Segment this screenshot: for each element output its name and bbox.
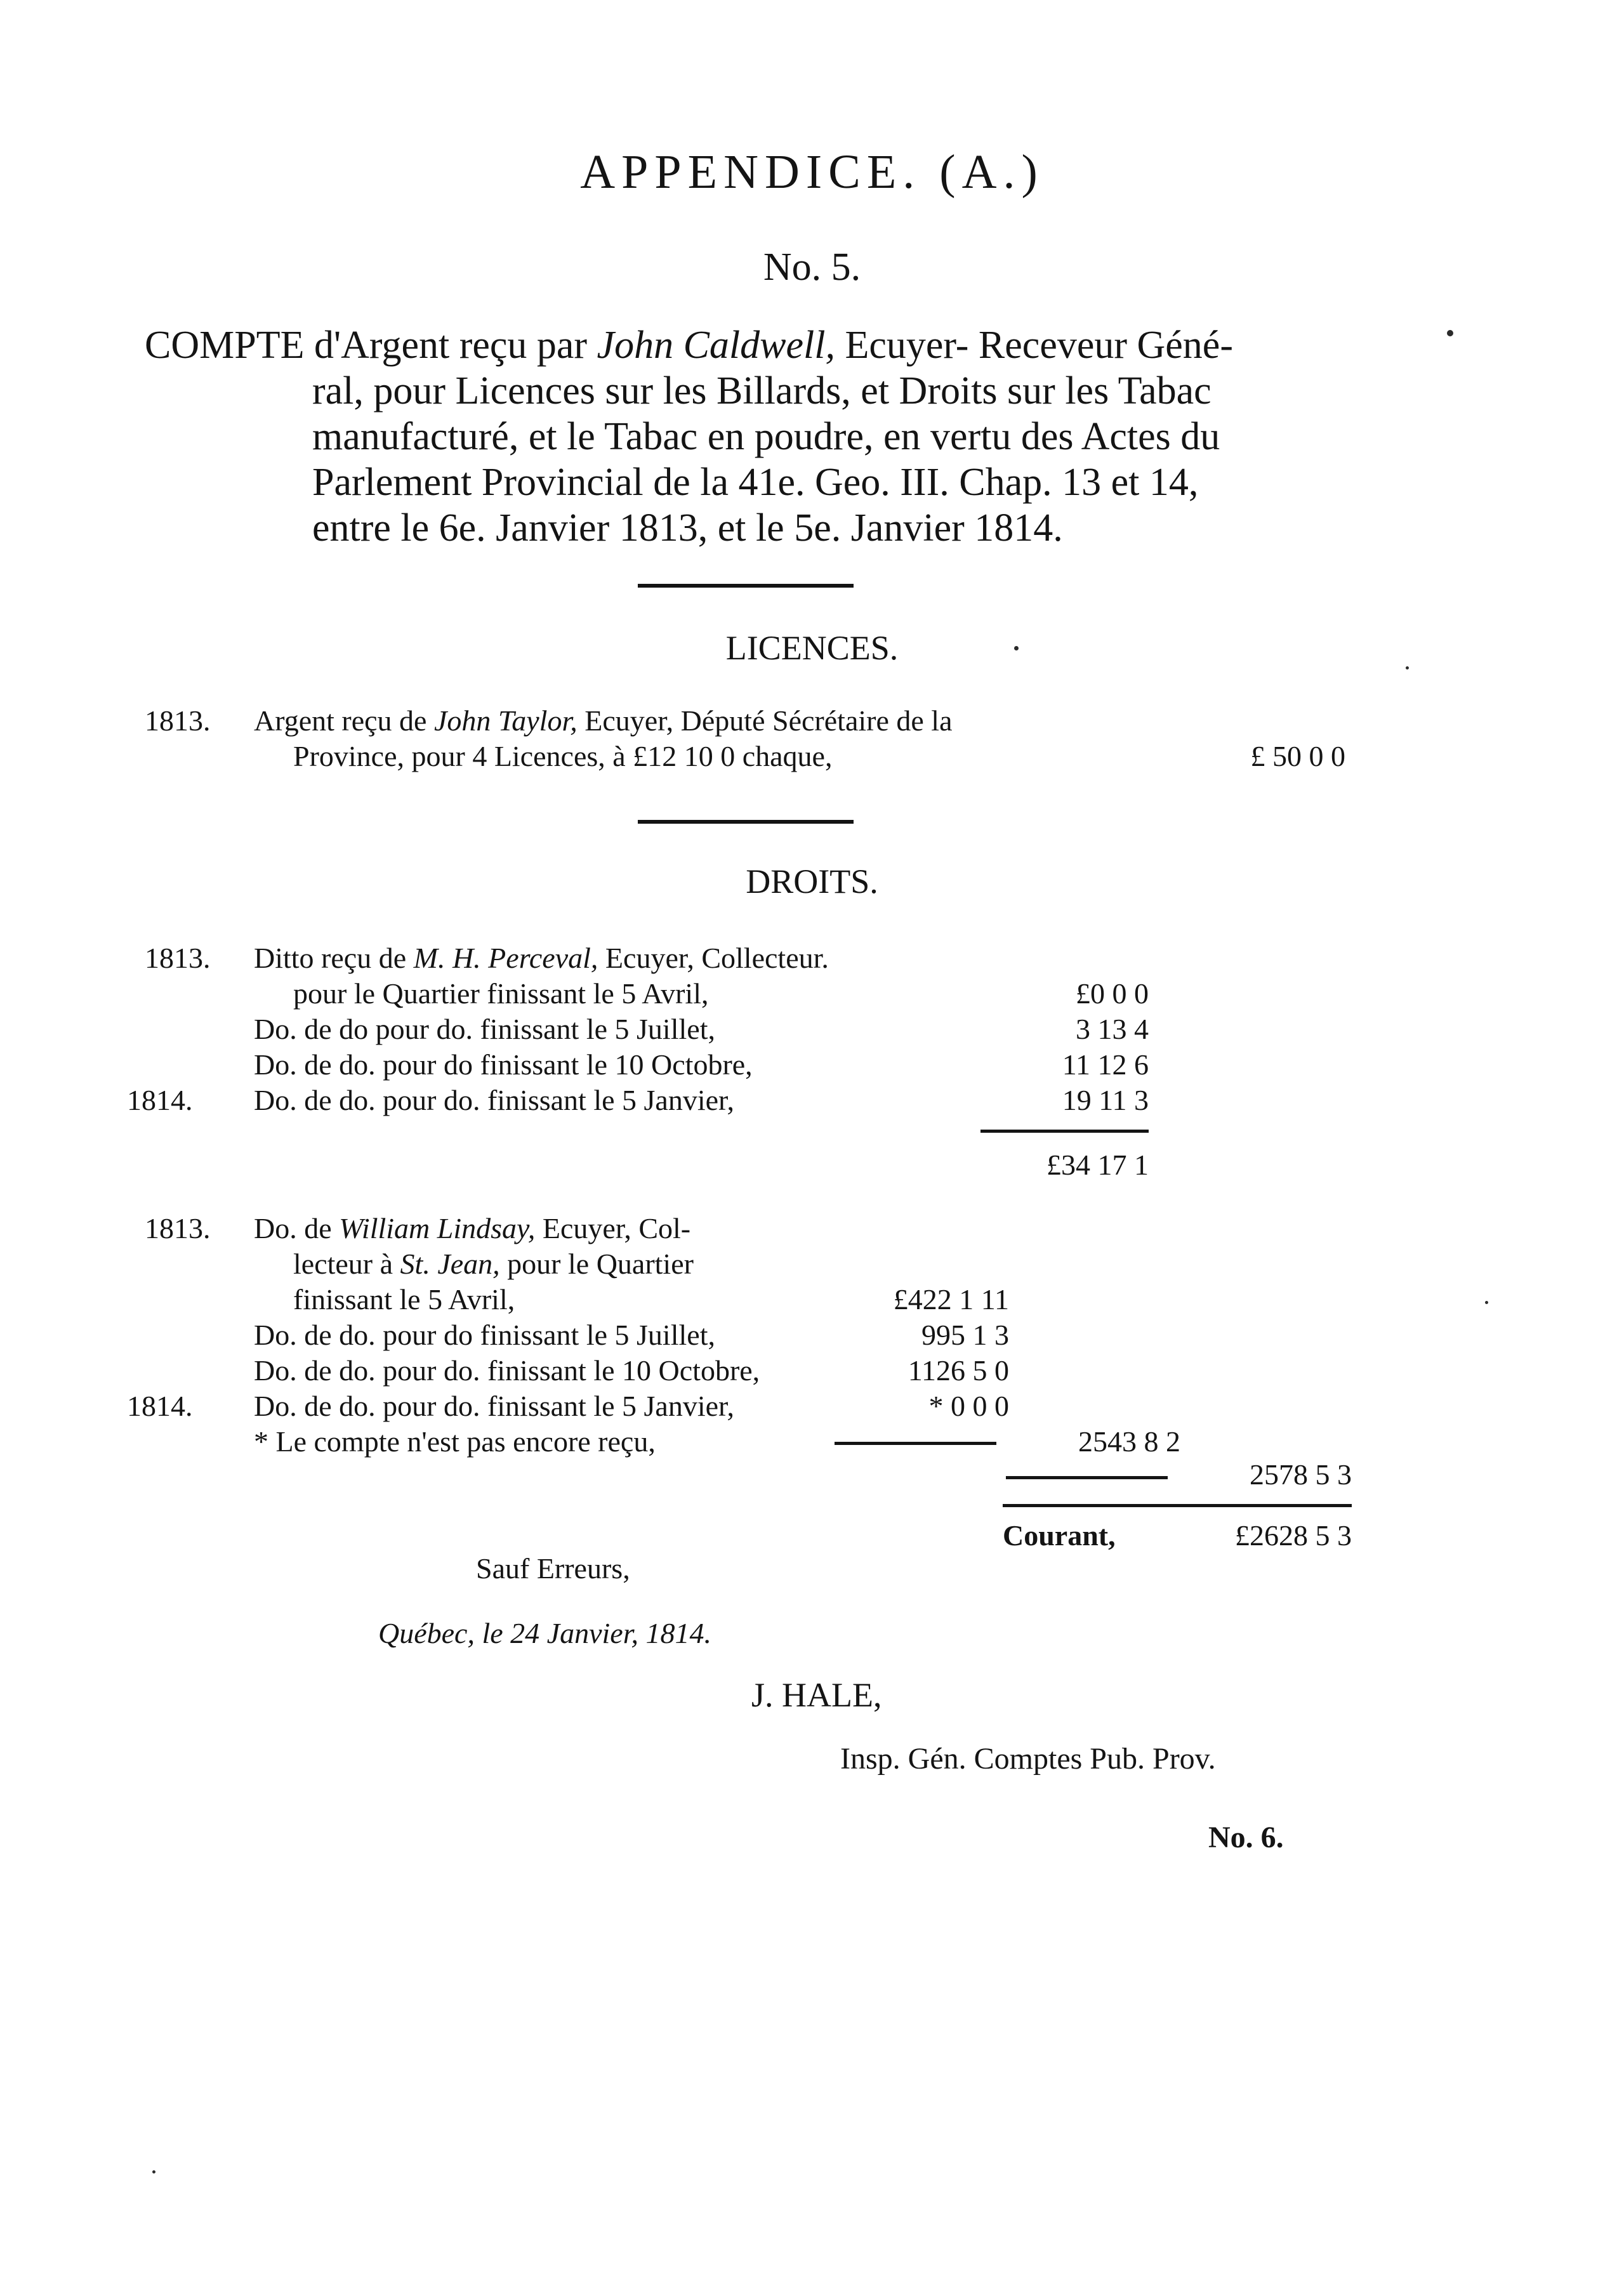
perceval-row-text: Do. de do. pour do. finissant le 5 Janvier, xyxy=(254,1084,735,1116)
sauf-erreurs: Sauf Erreurs, xyxy=(476,1552,630,1585)
lindsay-line-1 xyxy=(254,1211,690,1246)
licences-heading: LICENCES. xyxy=(725,629,899,667)
lindsay-row-text: finissant le 5 Avril, xyxy=(293,1283,515,1316)
lindsay-text-c: lecteur à xyxy=(293,1248,393,1280)
section-divider xyxy=(638,820,854,824)
lindsay-row-amount: * 0 0 0 xyxy=(928,1390,1009,1422)
lindsay-year: 1813. xyxy=(145,1212,211,1244)
lindsay-row-year: 1814. xyxy=(127,1390,193,1422)
courant-label: Courant, xyxy=(1003,1519,1116,1552)
compte-person: John Caldwell, xyxy=(597,324,835,367)
perceval-row-amount: £0 0 0 xyxy=(1076,977,1149,1010)
droits-heading: DROITS. xyxy=(746,862,878,900)
leader-rule xyxy=(835,1442,996,1445)
licences-text-b: Ecuyer, Député Sécrétaire de la xyxy=(584,704,953,737)
perceval-text-a: Ditto reçu de xyxy=(254,942,407,974)
lindsay-row-text: Do. de do. pour do. finissant le 5 Janvier, xyxy=(254,1390,735,1422)
lindsay-name: William Lindsay, xyxy=(339,1212,536,1244)
perceval-row-amount: 11 12 6 xyxy=(1062,1048,1149,1081)
courant-amount: £2628 5 3 xyxy=(1235,1519,1352,1552)
compte-line-5: entre le 6e. Janvier 1813, et le 5e. Janvier 1814. xyxy=(312,506,1063,550)
licences-name: John Taylor, xyxy=(433,704,578,737)
perceval-line-1 xyxy=(254,940,829,976)
compte-line-1 xyxy=(145,322,1233,368)
perceval-text-b: Ecuyer, Collecteur. xyxy=(605,942,829,974)
section-divider xyxy=(638,584,854,588)
compte-line1-rest: Ecuyer- Receveur Géné- xyxy=(845,324,1233,367)
paper-speck xyxy=(1014,646,1019,650)
licences-year: 1813. xyxy=(145,704,211,737)
perceval-row-text: Do. de do pour do. finissant le 5 Juillet, xyxy=(254,1013,715,1045)
compte-lead: COMPTE d'Argent reçu par xyxy=(145,324,588,367)
paper-speck xyxy=(1406,666,1409,669)
perceval-row-text: Do. de do. pour do finissant le 10 Octobre, xyxy=(254,1048,753,1081)
total-rule xyxy=(980,1130,1149,1133)
licences-line-2: Province, pour 4 Licences, à £12 10 0 chaque, xyxy=(293,740,833,772)
perceval-year: 1813. xyxy=(145,942,211,974)
compte-line-2: ral, pour Licences sur les Billards, et Droits sur les Tabac xyxy=(312,369,1211,412)
lindsay-row-amount: 1126 5 0 xyxy=(908,1354,1009,1387)
licences-amount: £ 50 0 0 xyxy=(1250,740,1345,772)
lindsay-row-amount: 995 1 3 xyxy=(921,1319,1009,1351)
signer-title: Insp. Gén. Comptes Pub. Prov. xyxy=(840,1742,1216,1776)
lindsay-place: St. Jean, xyxy=(400,1248,500,1280)
perceval-row-amount: 19 11 3 xyxy=(1062,1084,1149,1116)
perceval-row-text: pour le Quartier finissant le 5 Avril, xyxy=(293,977,709,1010)
lindsay-row-amount: £422 1 11 xyxy=(893,1283,1009,1316)
paper-speck xyxy=(1485,1301,1488,1304)
lindsay-subtotal: 2543 8 2 xyxy=(1078,1425,1180,1458)
lindsay-note: * Le compte n'est pas encore reçu, xyxy=(254,1425,656,1458)
perceval-total: £34 17 1 xyxy=(1046,1149,1149,1181)
page-title: APPENDICE. (A.) xyxy=(580,145,1044,199)
signer-name: J. HALE, xyxy=(751,1676,882,1714)
place-date: Québec, le 24 Janvier, 1814. xyxy=(378,1617,712,1649)
courant-rule xyxy=(1003,1504,1352,1507)
lindsay-text-b: Ecuyer, Col- xyxy=(542,1212,691,1244)
lindsay-grand-subtotal: 2578 5 3 xyxy=(1250,1458,1352,1491)
next-page-number: No. 6. xyxy=(1208,1821,1284,1854)
leader-rule xyxy=(1006,1476,1168,1479)
compte-line-4: Parlement Provincial de la 41e. Geo. III. Chap. 13 et 14, xyxy=(312,461,1199,504)
paper-speck xyxy=(152,2170,155,2173)
paper-speck xyxy=(1447,330,1453,336)
document-number: No. 5. xyxy=(763,246,861,289)
perceval-row-amount: 3 13 4 xyxy=(1076,1013,1149,1045)
licences-line-1 xyxy=(254,703,953,739)
perceval-name: M. H. Perceval, xyxy=(413,942,598,974)
lindsay-row-text: Do. de do. pour do. finissant le 10 Octobre, xyxy=(254,1354,760,1387)
lindsay-text-d: pour le Quartier xyxy=(507,1248,694,1280)
perceval-row-year: 1814. xyxy=(127,1084,193,1116)
lindsay-row-text: Do. de do. pour do finissant le 5 Juillet, xyxy=(254,1319,715,1351)
licences-text-a: Argent reçu de xyxy=(254,704,427,737)
lindsay-line-2 xyxy=(293,1246,694,1282)
lindsay-text-a: Do. de xyxy=(254,1212,332,1244)
compte-line-3: manufacturé, et le Tabac en poudre, en vertu des Actes du xyxy=(312,415,1220,458)
